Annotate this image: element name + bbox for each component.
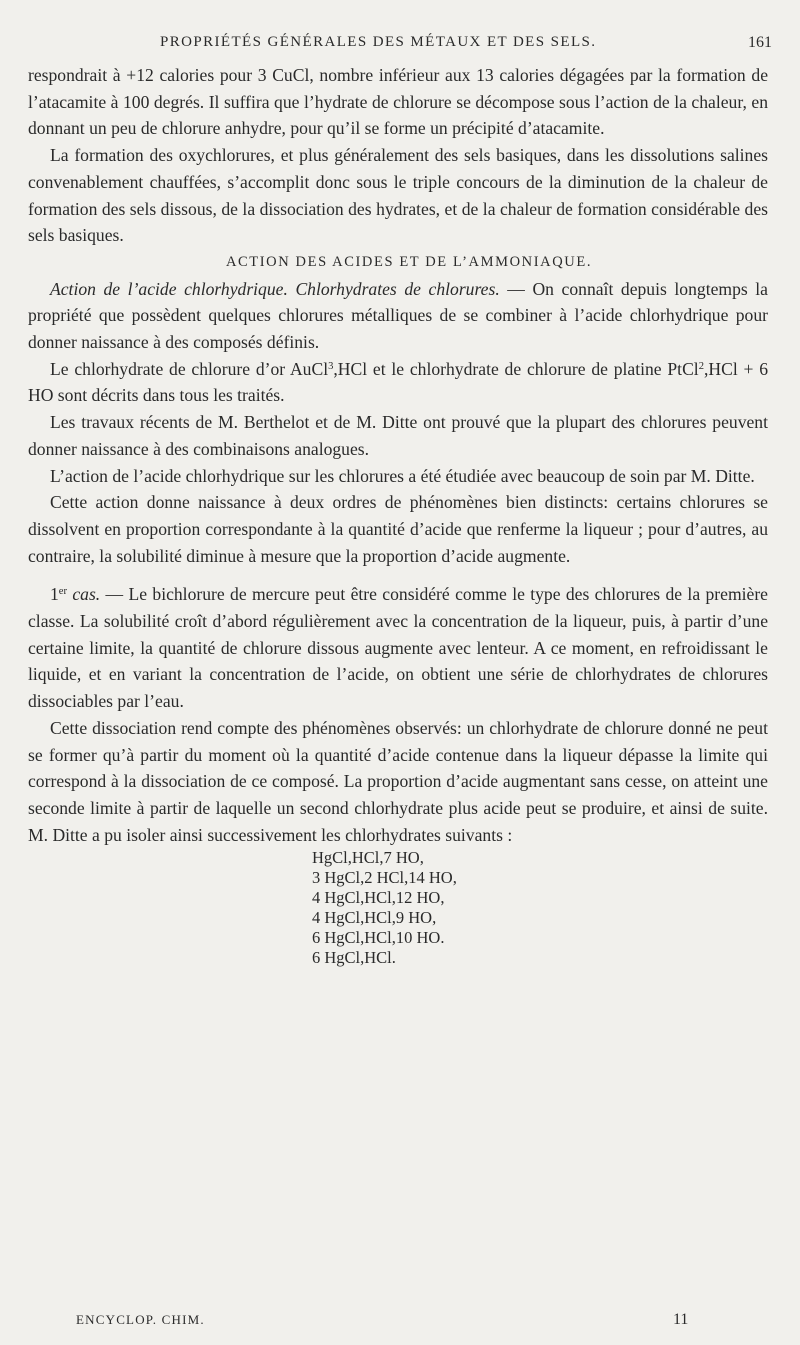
formula-line: 6 HgCl,HCl. [312,948,396,968]
formula-line: 4 HgCl,HCl,12 HO, [312,888,445,908]
paragraph-1: respondrait à +12 calories pour 3 CuCl, nombre inférieur aux 13 calories dégagées par la formation de l’atacamite à 100 degrés. Il suffira que l’hydrate de chlorure se décompose sous l’action de la chaleur, en donnant un peu de chlorure anhydre, pour qu’il se forme un précipité d’atacamite. [28,65,768,139]
section-title: ACTION DES ACIDES ET DE L’AMMONIAQUE. [225,253,593,270]
paragraph-9: Cette dissociation rend compte des phénomènes observés: un chlorhydrate de chlorure donné ne peut se former qu’à partir du moment où la quantité d’acide contenue dans la liqueur dépasse la limite qui correspond à la dissociation de ce composé. La proportion d’acide augmentant sans cesse, on atteint une seconde limite à partir de laquelle un second chlorhydrate plus acide peut se produire, et ainsi de suite. M. Ditte a pu isoler ainsi successivement les chlorhydrates suivants : [28,717,768,845]
running-title: PROPRIÉTÉS GÉNÉRALES DES MÉTAUX ET DES SELS. [160,34,597,50]
footer-sheet-number: 11 [673,1311,689,1328]
paragraph-3-text: — On connaît depuis longtemps la propriété que possèdent quelques chlorures métalliques de se combiner à l’acide chlorhydrique pour donner naissance à des composés définis. [28,278,768,353]
paragraph-2: La formation des oxychlorures, et plus généralement des sels basiques, dans les dissolutions salines convenablement chauffées, s’accomplit donc sous le triple concours de la diminution de la chaleur de formation des sels dissous, de la dissociation des hydrates, et de la chaleur de formation considérable des sels basiques. [28,145,768,246]
case-number: 1 [50,584,59,605]
page-header [0,34,800,58]
page-number: 161 [748,34,772,51]
formula-list [312,848,768,968]
case-label: cas. [67,584,101,605]
superscript: 3 [328,360,334,372]
paragraph-3 [28,276,768,356]
paragraph-4-text-a: Le chlorhydrate de chlorure d’or AuCl [50,358,329,379]
paragraph-6: L’action de l’acide chlorhydrique sur les chlorures a été étudiée avec beaucoup de soin par M. Ditte. [50,465,755,486]
formula-line: HgCl,HCl,7 HO, [312,848,424,868]
formula-line: 6 HgCl,HCl,10 HO. [312,928,445,948]
paragraph-8 [28,581,768,715]
formula-line: 3 HgCl,2 HCl,14 HO, [312,868,457,888]
footer-signature: ENCYCLOP. CHIM. [76,1312,205,1327]
formula-line: 4 HgCl,HCl,9 HO, [312,908,437,928]
paragraph-8-text: — Le bichlorure de mercure peut être considéré comme le type des chlorures de la première classe. La solubilité croît d’abord régulièrement avec la concentration de la liqueur, puis, à partir d’une certaine limite, la quantité de chlorure dissous augmente avec lenteur. A ce moment, en refroidissant le liquide, et en variant la concentration de l’acide, on obtient une série de chlorhydrates de chlorures dissociables par l’eau. [28,584,768,712]
paragraph-7: Cette action donne naissance à deux ordres de phénomènes bien distincts: certains chlorures se dissolvent en proportion correspondante à la quantité d’acide que renferme la liqueur ; pour d’autres, au contraire, la solubilité diminue à mesure que la proportion d’acide augmente. [28,492,768,566]
paragraph-5: Les travaux récents de M. Berthelot et de M. Ditte ont prouvé que la plupart des chlorures peuvent donner naissance à des combinaisons analogues. [28,412,768,459]
paragraph-4-text-c: ,HCl + 6 HO sont décrits dans tous les traités. [28,358,769,406]
paragraph-4-text-b: ,HCl et le chlorhydrate de chlorure de platine PtCl [333,358,699,379]
paragraph-3-heading: Action de l’acide chlorhydrique. Chlorhydrates de chlorures. [50,278,500,299]
body-text [28,62,768,968]
superscript: er [58,586,67,598]
paragraph-4 [28,356,768,409]
superscript: 2 [698,360,704,372]
